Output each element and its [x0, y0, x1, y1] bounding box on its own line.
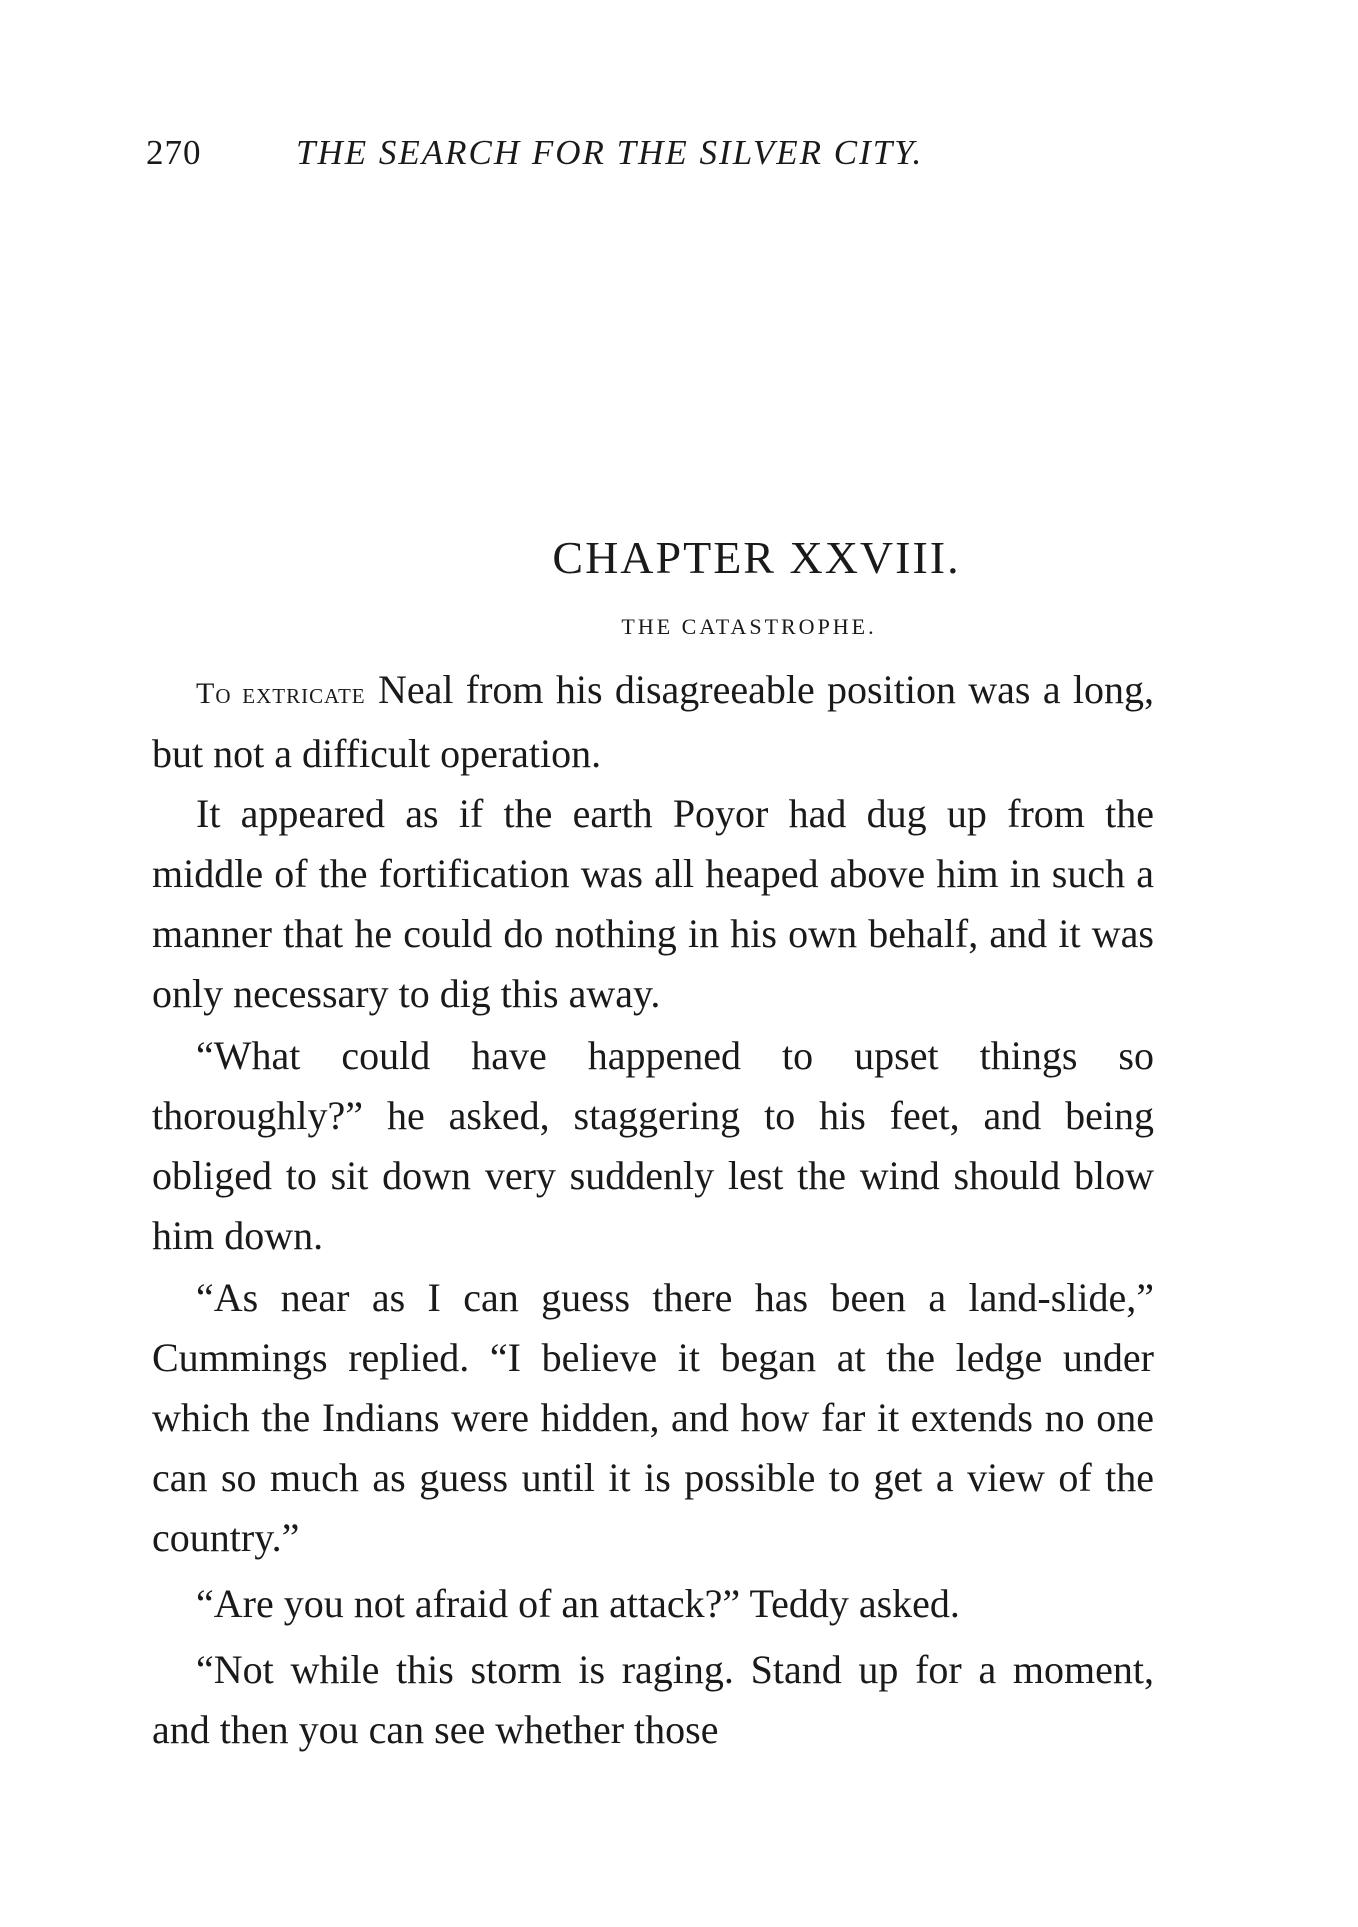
running-title: THE SEARCH FOR THE SILVER CITY.: [296, 133, 924, 172]
paragraph-lead-small-caps: To extricate: [196, 677, 366, 710]
paragraph-text: Neal from his disagreeable position was a long, but not a difficult operation.: [152, 667, 1155, 776]
paragraph: “Are you not afraid of an attack?” Teddy asked.: [196, 1581, 960, 1626]
paragraph: [152, 660, 1154, 784]
chapter-subtitle: THE CATASTROPHE.: [621, 614, 877, 639]
paragraph: “As near as I can guess there has been a land-slide,” Cummings replied. “I believe it began at the ledge under which the Indians were hidden, and how far it extends no one can so much as guess until it is possible to get a view of the country.”: [152, 1275, 1154, 1560]
paragraph: “Not while this storm is raging. Stand up for a moment, and then you can see whether those: [152, 1647, 1154, 1752]
running-head: [146, 128, 1166, 178]
chapter-body: [152, 660, 1154, 1760]
paragraph: It appeared as if the earth Poyor had dug up from the middle of the fortification was all heaped above him in such a manner that he could do nothing in his own behalf, and it was only necessary to dig this away.: [152, 791, 1154, 1016]
chapter-title: CHAPTER XXVIII.: [552, 532, 961, 583]
page-number: 270: [146, 133, 202, 172]
paragraph: “What could have happened to upset things so thoroughly?” he asked, staggering to his feet, and being obliged to sit down very suddenly lest the wind should blow him down.: [152, 1033, 1154, 1258]
